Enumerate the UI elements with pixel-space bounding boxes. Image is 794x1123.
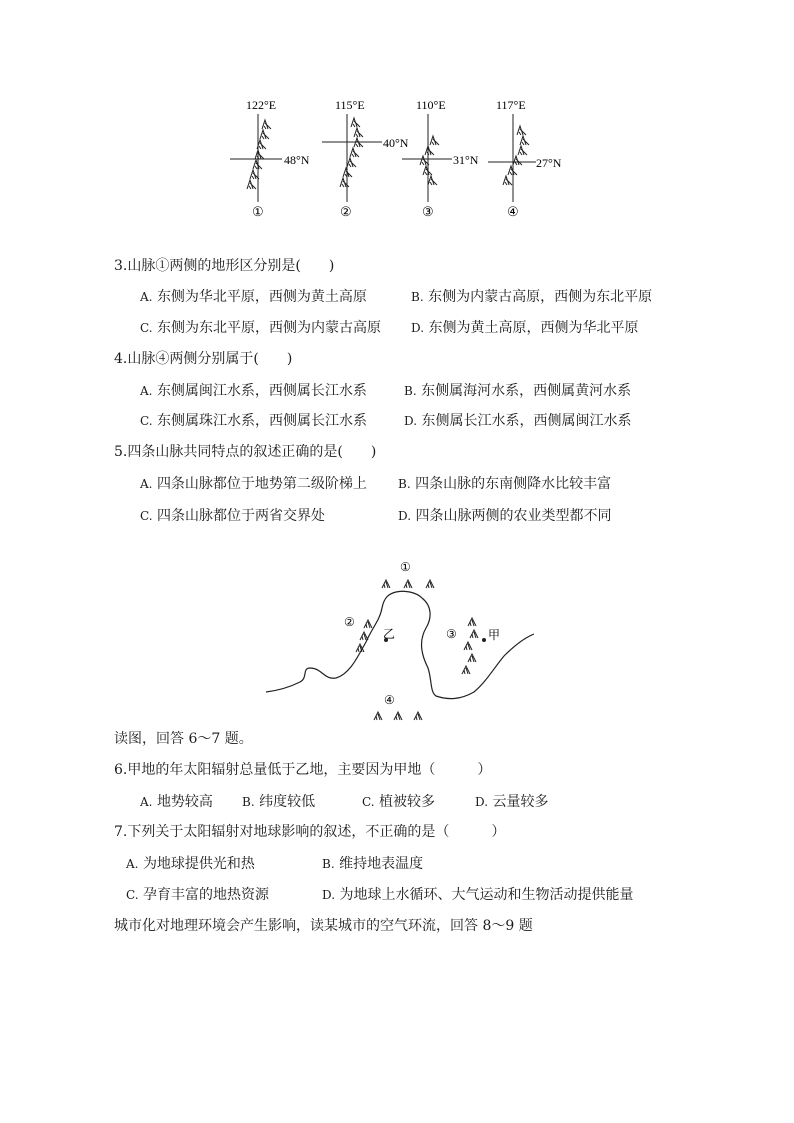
q4-option-a-text: 东侧属闽江水系，西侧属长江水系 (156, 383, 367, 399)
q5-stem: 5.四条山脉共同特点的叙述正确的是( ) (114, 444, 377, 460)
q5-option-a-letter: A. (140, 477, 153, 491)
q6-option-b-text: 纬度较低 (259, 794, 316, 810)
q7-option-b-letter: B. (322, 857, 335, 871)
q7-option-b-text: 维持地表温度 (339, 856, 424, 872)
panel-1-latitude: 48°N (284, 153, 310, 167)
q7-option-c-letter: C. (126, 888, 139, 902)
q4-option-c[interactable] (140, 412, 367, 430)
q6-option-b[interactable] (242, 793, 315, 811)
q5-option-b-text: 四条山脉的东南侧降水比较丰富 (415, 476, 612, 492)
q3-option-b[interactable] (411, 288, 652, 306)
intro-8-9: 城市化对地理环境会产生影响，读某城市的空气环流，回答 8～9 题 (114, 918, 533, 934)
q5-option-d[interactable] (398, 507, 611, 525)
q5-option-a[interactable] (140, 475, 367, 493)
q6-option-d-text: 云量较多 (492, 794, 549, 810)
q4-option-d-letter: D. (404, 414, 418, 428)
q5-option-d-text: 四条山脉两侧的农业类型都不同 (415, 508, 612, 524)
q7-option-a-text: 为地球提供光和热 (142, 856, 255, 872)
panel-4 (488, 98, 562, 219)
q4-option-b-letter: B. (404, 384, 417, 398)
q5-option-c-letter: C. (140, 509, 153, 523)
q5-option-c[interactable] (140, 507, 325, 525)
panel-1 (230, 98, 310, 219)
q6-option-a[interactable] (140, 793, 213, 811)
panel-4-label: ④ (507, 204, 519, 219)
q3-option-c-letter: C. (140, 321, 153, 335)
q3-option-b-letter: B. (411, 290, 424, 304)
q6-option-d-letter: D. (475, 795, 489, 809)
q4-option-c-letter: C. (140, 414, 153, 428)
panel-3-latitude: 31°N (453, 153, 479, 167)
panel-4-latitude: 27°N (536, 156, 562, 170)
q5-option-b[interactable] (398, 475, 611, 493)
q4-option-a-letter: A. (140, 384, 153, 398)
q3-option-c[interactable] (140, 319, 381, 337)
q6-option-c[interactable] (362, 793, 435, 811)
q7-option-d[interactable] (322, 886, 633, 904)
map-label-2: ② (344, 615, 355, 629)
panel-3-label: ③ (422, 204, 434, 219)
q7-option-c[interactable] (126, 886, 269, 904)
q3-option-d[interactable] (411, 319, 638, 337)
q7-option-c-text: 孕育丰富的地热资源 (143, 887, 270, 903)
q5-option-b-letter: B. (398, 477, 411, 491)
q4-option-c-text: 东侧属珠江水系，西侧属长江水系 (157, 413, 368, 429)
panel-2-longitude: 115°E (335, 98, 365, 112)
q3-option-a-text: 东侧为华北平原，西侧为黄土高原 (156, 289, 367, 305)
q4-option-a[interactable] (140, 382, 367, 400)
q3-option-b-text: 东侧为内蒙古高原，西侧为东北平原 (428, 289, 653, 305)
q3-option-a-letter: A. (140, 290, 153, 304)
q4-option-b[interactable] (404, 382, 631, 400)
mountain-ranges-figure (220, 92, 580, 222)
q6-option-b-letter: B. (242, 795, 255, 809)
q5-option-d-letter: D. (398, 509, 412, 523)
q7-stem: 7.下列关于太阳辐射对地球影响的叙述，不正确的是（ ） (114, 824, 506, 840)
q7-option-d-text: 为地球上水循环、大气运动和生物活动提供能量 (339, 887, 634, 903)
q7-option-b[interactable] (322, 855, 423, 873)
map-label-1: ① (400, 560, 411, 574)
q4-option-b-text: 东侧属海河水系，西侧属黄河水系 (421, 383, 632, 399)
panel-3-longitude: 110°E (416, 98, 446, 112)
q3-option-c-text: 东侧为东北平原，西侧为内蒙古高原 (157, 320, 382, 336)
q6-option-c-letter: C. (362, 795, 375, 809)
map-label-3: ③ (446, 627, 457, 641)
panel-2-latitude: 40°N (383, 136, 409, 150)
q7-option-a-letter: A. (126, 857, 139, 871)
panel-1-label: ① (252, 204, 264, 219)
panel-4-longitude: 117°E (496, 98, 526, 112)
q3-option-d-text: 东侧为黄土高原，西侧为华北平原 (428, 320, 639, 336)
q4-option-d-text: 东侧属长江水系，西侧属闽江水系 (421, 413, 632, 429)
map-place-jia: 甲 (488, 628, 501, 642)
panel-2 (322, 98, 409, 219)
map-label-4: ④ (384, 693, 395, 707)
q6-option-a-text: 地势较高 (156, 794, 213, 810)
q3-option-a[interactable] (140, 288, 367, 306)
q6-stem: 6.甲地的年太阳辐射总量低于乙地，主要因为甲地（ ） (114, 762, 492, 778)
panel-1-longitude: 122°E (246, 98, 277, 112)
q4-option-d[interactable] (404, 412, 631, 430)
q6-option-c-text: 植被较多 (379, 794, 436, 810)
q3-stem: 3.山脉①两侧的地形区分别是( ) (114, 258, 335, 274)
q7-option-a[interactable] (126, 855, 255, 873)
q4-stem: 4.山脉④两侧分别属于( ) (114, 351, 293, 367)
q6-option-a-letter: A. (140, 795, 153, 809)
q5-option-c-text: 四条山脉都位于两省交界处 (157, 508, 326, 524)
map-place-yi: 乙 (383, 627, 396, 641)
panel-2-label: ② (340, 204, 352, 219)
q3-option-d-letter: D. (411, 321, 425, 335)
q6-option-d[interactable] (475, 793, 548, 811)
intro-6-7: 读图，回答 6～7 题。 (114, 731, 253, 747)
q5-option-a-text: 四条山脉都位于地势第二级阶梯上 (156, 476, 367, 492)
map-figure (262, 556, 534, 726)
q7-option-d-letter: D. (322, 888, 336, 902)
panel-3 (402, 98, 479, 219)
